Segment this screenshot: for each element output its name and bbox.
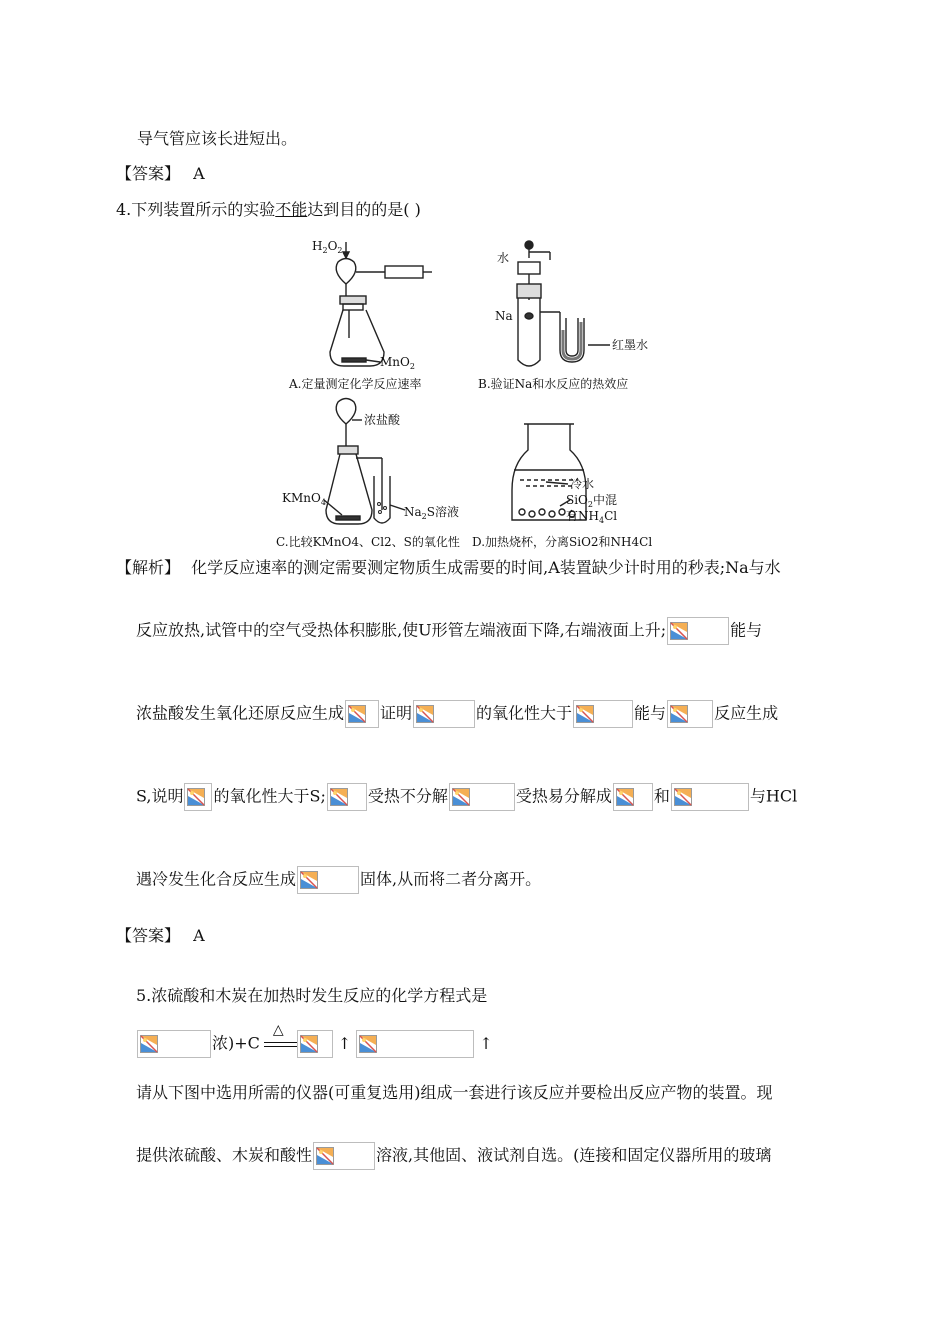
analysis-text-4d: 受热易分解成 (515, 786, 612, 806)
continued-text: 导气管应该长进短出。 (137, 129, 298, 148)
q5-paragraph-1: 请从下图中选用所需的仪器(可重复选用)组成一套进行该反应并要检出反应产物的装置。现 (136, 1083, 773, 1102)
q4-stem-part: 4.下列装置所示的实验 (116, 200, 276, 219)
analysis-text-4b: 的氧化性大于S; (213, 786, 326, 806)
label-mno2: MnO$_2$ (380, 355, 415, 371)
broken-image-icon (674, 788, 692, 806)
answer-line-1 (116, 163, 205, 185)
broken-image-icon (359, 1035, 377, 1053)
broken-image-icon (452, 788, 470, 806)
analysis-text-5b: 固体,从而将二者分离开。 (360, 869, 542, 889)
analysis-tag: 【解析】 (116, 558, 181, 577)
analysis-text-3b: 证明 (380, 703, 413, 723)
broken-image-icon (187, 788, 205, 806)
broken-image-icon (140, 1035, 158, 1053)
broken-image-icon (616, 788, 634, 806)
answer-tag: 【答案】 (116, 926, 181, 945)
answer-value: A (193, 926, 205, 945)
gas-arrow: ↑ (479, 1033, 493, 1053)
formula-image (667, 700, 713, 728)
q5-text-2b: 溶液,其他固、液试剂自选。(连接和固定仪器所用的玻璃 (376, 1145, 772, 1165)
caption-c: C.比较KMnO4、Cl2、S的氧化性 (276, 535, 460, 549)
analysis-text-4c: 受热不分解 (367, 786, 448, 806)
formula-image (327, 783, 367, 811)
analysis-text-2: 反应放热,试管中的空气受热体积膨胀,使U形管左端液面下降,右端液面上升; (136, 620, 667, 640)
label-h2o2: $H_2O_2$ (312, 239, 343, 255)
analysis-line-1 (116, 557, 781, 579)
broken-image-icon (670, 622, 688, 640)
label-kmno4: KMnO$_4$ (282, 491, 326, 507)
formula-image (313, 1142, 375, 1170)
caption-a: A.定量测定化学反应速率 (289, 377, 422, 391)
formula-image (573, 700, 633, 728)
q5-paragraph-2 (136, 1142, 771, 1170)
formula-image (671, 783, 749, 811)
answer-line-2 (116, 925, 205, 947)
label-water: 水 (497, 251, 510, 265)
caption-b: B.验证Na和水反应的热效应 (478, 377, 629, 391)
analysis-text-5a: 遇冷发生化合反应生成 (136, 869, 297, 889)
label-cold-water: 冷水 (570, 477, 595, 491)
analysis-text-2b: 能与 (730, 620, 763, 640)
formula-image (184, 783, 212, 811)
broken-image-icon (576, 705, 594, 723)
analysis-text-4e: 和 (653, 786, 670, 806)
broken-image-icon (348, 705, 366, 723)
analysis-line-4 (136, 783, 797, 811)
formula-image (413, 700, 475, 728)
formula-image (137, 1030, 211, 1058)
label-nh4cl: 有$NH_4Cl$ (566, 509, 618, 525)
broken-image-icon (330, 788, 348, 806)
broken-image-icon (300, 1035, 318, 1053)
q4-stem-rest: 达到目的的是( ) (307, 200, 421, 219)
label-sio2-mix: SiO$_2$中混 (566, 493, 618, 509)
formula-image (356, 1030, 474, 1058)
broken-image-icon (416, 705, 434, 723)
apparatus-a (330, 242, 432, 366)
apparatus-figure (270, 232, 690, 554)
broken-image-icon (316, 1147, 334, 1165)
analysis-line-2 (136, 617, 762, 645)
apparatus-b (517, 241, 610, 366)
heating-equals-sign (264, 1022, 298, 1055)
analysis-text-4a: S,说明 (136, 786, 184, 806)
analysis-text-3e: 反应生成 (714, 703, 779, 723)
analysis-text-3a: 浓盐酸发生氧化还原反应生成 (136, 703, 345, 723)
formula-image (449, 783, 515, 811)
answer-tag: 【答案】 (116, 164, 181, 183)
equation-text: 浓)+C (212, 1033, 260, 1053)
analysis-line-5 (136, 866, 541, 894)
delta-symbol: △ (272, 1022, 284, 1038)
label-red-ink: 红墨水 (612, 338, 649, 352)
formula-image (613, 783, 653, 811)
analysis-text-4f: 与HCl (749, 786, 798, 806)
question-4-stem (116, 199, 421, 221)
label-conc-hcl: 浓盐酸 (364, 413, 401, 427)
broken-image-icon (300, 871, 318, 889)
broken-image-icon (670, 705, 688, 723)
q5-text-2a: 提供浓硫酸、木炭和酸性 (136, 1145, 313, 1165)
formula-image (297, 1030, 333, 1058)
label-na2s: $Na_2S$溶液 (404, 505, 459, 521)
formula-image (297, 866, 359, 894)
gas-arrow: ↑ (337, 1033, 352, 1053)
analysis-text-3d: 能与 (634, 703, 667, 723)
formula-image (667, 617, 729, 645)
q4-underlined: 不能 (275, 200, 308, 219)
analysis-line-3 (136, 700, 778, 728)
analysis-text-3c: 的氧化性大于 (476, 703, 573, 723)
question-5-stem: 5.浓硫酸和木炭在加热时发生反应的化学方程式是 (136, 986, 488, 1005)
equation-line (136, 1022, 493, 1058)
answer-value: A (193, 164, 205, 183)
caption-d: D.加热烧杯，分离SiO2和NH4Cl (472, 535, 653, 549)
formula-image (345, 700, 379, 728)
analysis-text-1: 化学反应速率的测定需要测定物质生成需要的时间,A装置缺少计时用的秒表;Na与水 (191, 558, 781, 577)
label-na: Na (495, 309, 513, 323)
